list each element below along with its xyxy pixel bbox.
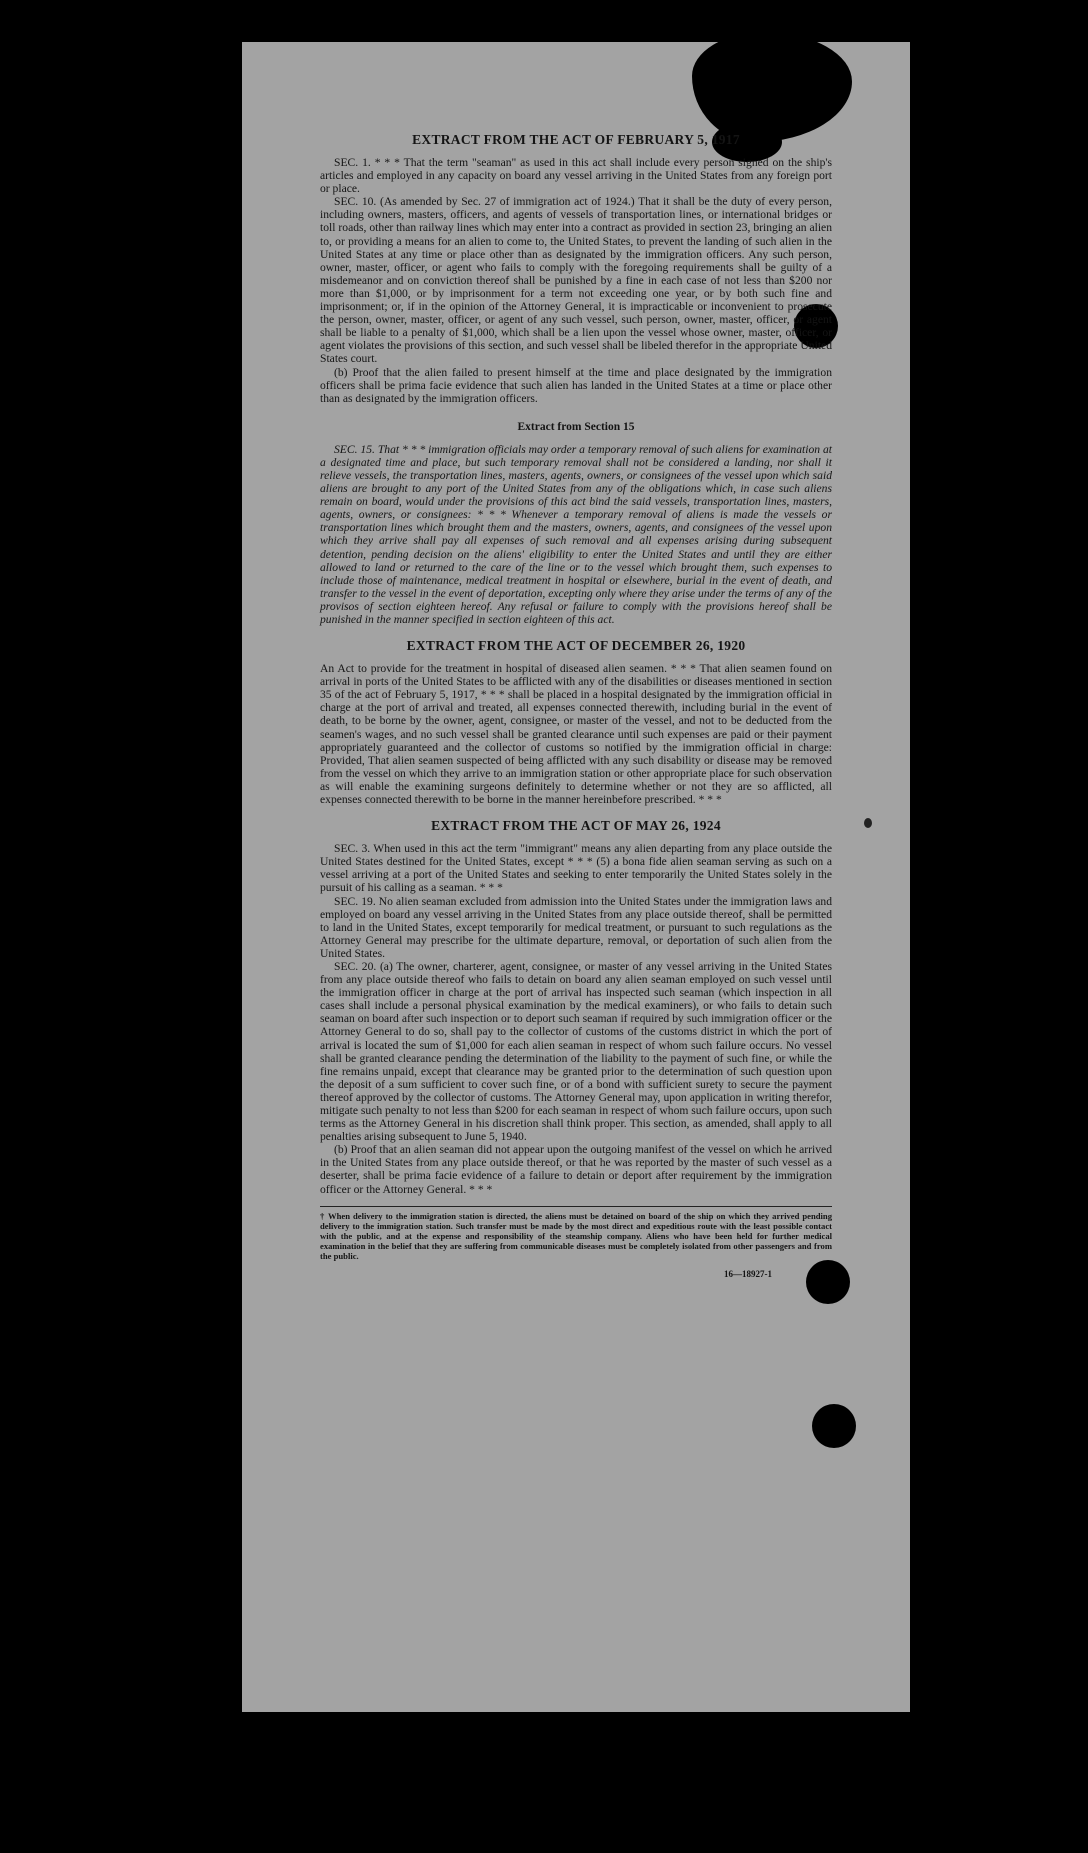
section-1: SEC. 1. * * * That the term "seaman" as used in this act shall include every person signed on the ship's articles and employed in any capacity on board any vessel arriving in the United States from any foreign port or place.	[320, 156, 832, 196]
section-3: SEC. 3. When used in this act the term "immigrant" means any alien departing from any place outside the United States destined for the United States, except * * * (5) a bona fide alien seaman serving as such on a vessel arriving at a port of the United States and seeking to enter temporarily the United States solely in the pursuit of his calling as a seaman. * * *	[320, 842, 832, 895]
section-19: SEC. 19. No alien seaman excluded from admission into the United States under the immigration laws and employed on board any vessel arriving in the United States from any place outside thereof, shall be permitted to land in the United States, except temporarily for medical treatment, or pursuant to such regulations as the Attorney General may prescribe for the ultimate departure, removal, or deportation of such alien from the United States.	[320, 894, 832, 960]
section-10: SEC. 10. (As amended by Sec. 27 of immigration act of 1924.) That it shall be the duty of every person, including owners, masters, officers, and agents of vessels of transportation lines, or international bridges or toll roads, other than railway lines which may enter into a contract as provided in section 23, bringing an alien to, or providing a means for an alien to come to, the United States, to prevent the landing of such alien in the United States at any time or place other than as designated by the immigration officers. Any such person, owner, master, officer, or agent who fails to comply with the foregoing requirements shall be guilty of a misdemeanor and on conviction thereof shall be punished by a fine in each case of not less than $200 nor more than $1,000, or by imprisonment for a term not exceeding one year, or by both such fine and imprisonment; or, if in the opinion of the Attorney General, it is impracticable or inconvenient to prosecute the person, owner, master, officer, or agent of any such vessel, such person, owner, master, officer, or agent shall be liable to a penalty of $1,000, which shall be a lien upon the vessel whose owner, master, officer, or agent violates the provisions of this section, and such vessel shall be libeled therefor in the appropriate United States court.	[320, 195, 832, 366]
section-15: SEC. 15. That * * * immigration officials may order a temporary removal of such aliens for examination at a designated time and place, but such temporary removal shall not be considered a landing, nor shall it relieve vessels, the transportation lines, masters, agents, owners, or consignees of the vessel upon which said aliens are brought to any port of the United States from any of the obligations which, in case such aliens remain on board, would under the provisions of this act bind the said vessels, transportation lines, masters, agents, owners, or consignees: * * * Whenever a temporary removal of aliens is made the vessels or transportation lines which brought them and the masters, owners, agents, and consignees of the vessel upon which they arrive shall pay all expenses of such removal and all expenses arising during subsequent detention, pending decision on the aliens' eligibility to enter the United States and until they are either allowed to land or returned to the care of the line or to the vessel which brought them, such expenses to include those of maintenance, medical treatment in hospital or elsewhere, burial in the event of death, and transfer to the vessel in the event of deportation, excepting only where they arise under the terms of any of the provisos of section eighteen hereof. Any refusal or failure to comply with the provisions hereof shall be punished in the manner specified in section eighteen of this act.	[320, 442, 832, 626]
heading-act-1917: EXTRACT FROM THE ACT OF FEBRUARY 5, 1917	[412, 132, 740, 147]
section-20-a: SEC. 20. (a) The owner, charterer, agent, consignee, or master of any vessel arriving in the United States from any place outside thereof who fails to detain on board any alien seaman employed on such vessel until the immigration officer in charge at the port of arrival has inspected such seaman (which inspection in all cases shall include a personal physical examination by the medical examiners), or who fails to detain such seaman on board after such inspection or to deport such seaman if required by such immigration officer or the Attorney General to do so, shall pay to the collector of customs of the customs district in which the port of arrival is located the sum of $1,000 for each alien seaman in respect of whom such failure occurs. No vessel shall be granted clearance pending the determination of the liability to the payment of such fine, or while the fine remains unpaid, except that clearance may be granted prior to the determination of such question upon the deposit of a sum sufficient to cover such fine, or of a bond with sufficient surety to secure the payment thereof approved by the collector of customs. The Attorney General may, upon application in writing therefor, mitigate such penalty to not less than $200 for each seaman in respect of whom such failure occurs, upon such terms as the Attorney General in his discretion shall think proper. This section, as amended, shall apply to all penalties arising subsequent to June 5, 1940.	[320, 959, 832, 1144]
torn-corner	[692, 42, 852, 142]
section-10-b: (b) Proof that the alien failed to present himself at the time and place designated by the immigration officers shall be prima facie evidence that such alien has landed in the United States at a time or place other than as designated by the immigration officers.	[320, 365, 832, 405]
heading-act-1920: EXTRACT FROM THE ACT OF DECEMBER 26, 1920	[406, 638, 746, 654]
document-page	[242, 42, 910, 1712]
heading-section-15: Extract from Section 15	[517, 420, 635, 433]
form-number: 16—18927-1	[724, 1268, 772, 1279]
ink-mark	[864, 818, 872, 828]
act-1920-text: An Act to provide for the treatment in hospital of diseased alien seamen. * * * That alien seamen found on arrival in ports of the United States to be afflicted with any of the disabilities or diseases mentioned in section 35 of the act of February 5, 1917, * * * shall be placed in a hospital designated by the immigration official in charge at the port of arrival and treated, all expenses connected therewith, including burial in the event of death, to be borne by the owner, agent, consignee, or master of the vessel, and not to be deducted from the seamen's wages, and no such vessel shall be granted clearance until such expenses are paid or their payment appropriately guaranteed and the collector of customs so notified by the immigration official in charge: Provided, That alien seamen suspected of being afflicted with any such disability or disease may be removed from the vessel on which they arrive to an immigration station or other appropriate place for such observation as will enable the examining surgeons definitely to determine whether or not they are so afflicted, all expenses connected therewith to be borne in the manner hereinbefore prescribed. * * *	[320, 662, 832, 807]
section-20-b: (b) Proof that an alien seaman did not appear upon the outgoing manifest of the vessel on which he arrived in the United States from any place outside thereof, or that he was reported by the master of such vessel as a deserter, shall be prima facie evidence of a failure to detain or deport after requirement by the immigration officer or the Attorney General. * * *	[320, 1143, 832, 1196]
document-body	[320, 132, 832, 1279]
heading-act-1924: EXTRACT FROM THE ACT OF MAY 26, 1924	[431, 818, 721, 834]
footnote: † When delivery to the immigration station is directed, the aliens must be detained on board of the ship on which they arrived pending delivery to the immigration station. Such transfer must be made by the most direct and expeditious route with the least possible contact with the public, and at the expense and responsibility of the steamship company. Aliens who have been held for further medical examination in the belief that they are suffering from communicable diseases must be completely isolated from other passengers and from the public.	[320, 1206, 832, 1261]
punch-hole	[812, 1404, 856, 1448]
